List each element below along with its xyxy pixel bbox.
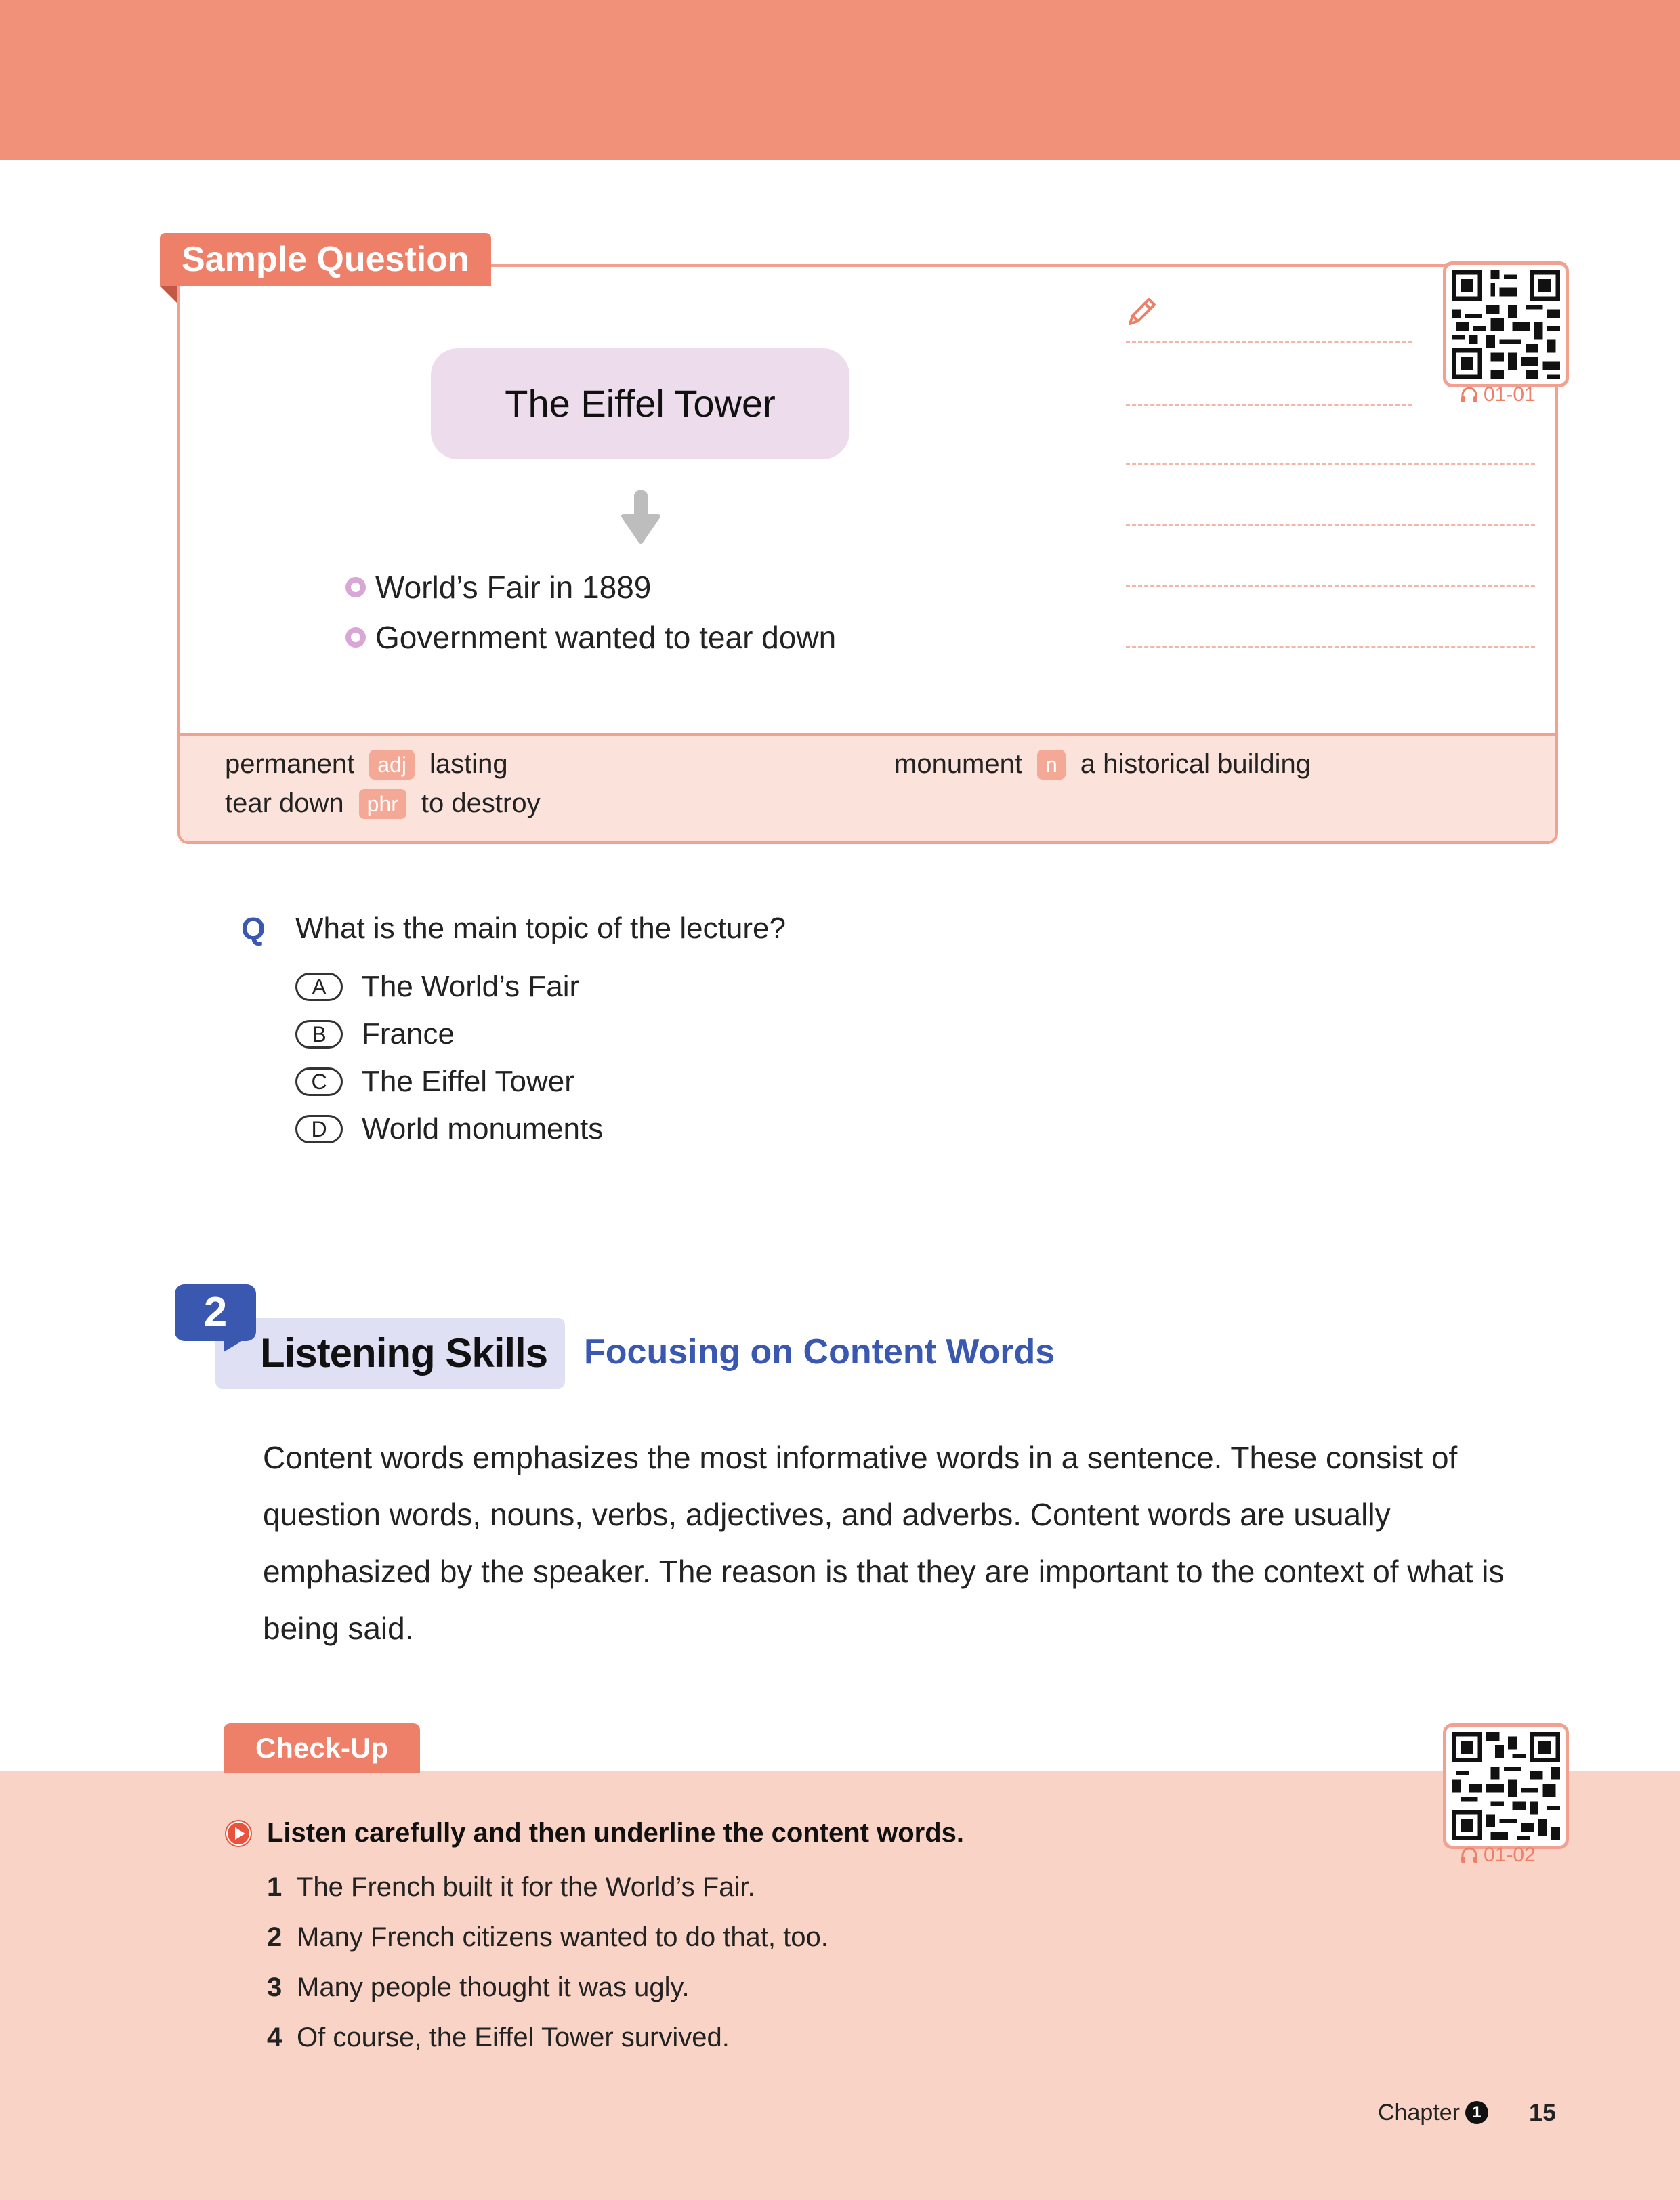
checkup-item: [267, 1972, 690, 2003]
option-text: The World’s Fair: [362, 970, 580, 1003]
section-label: Listening Skills: [215, 1318, 565, 1389]
item-number: 1: [267, 1872, 282, 1902]
tab-fold-decoration: [160, 286, 177, 303]
vocab-meaning: lasting: [429, 749, 508, 779]
option-letter-badge: C: [295, 1067, 343, 1096]
section-number-badge: 2: [175, 1284, 256, 1341]
down-arrow-icon: [621, 490, 661, 545]
bullet-text: World’s Fair in 1889: [375, 570, 652, 605]
option-letter-badge: D: [295, 1115, 343, 1143]
instruction-text: Listen carefully and then underline the content words.: [267, 1818, 965, 1848]
vocab-pos-badge: adj: [369, 750, 415, 780]
item-text: Of course, the Eiffel Tower survived.: [297, 2023, 730, 2052]
header-band: [0, 0, 1680, 160]
option-text: World monuments: [362, 1112, 604, 1145]
checkup-instruction: [224, 1818, 964, 1848]
topic-bubble: The Eiffel Tower: [431, 348, 849, 459]
vocabulary-panel: [180, 733, 1555, 841]
checkup-tab: Check-Up: [224, 1723, 420, 1773]
sample-question-tab: Sample Question: [160, 233, 491, 286]
vocab-entry: [225, 749, 508, 780]
vocab-pos-badge: phr: [359, 789, 406, 819]
vocab-word: permanent: [225, 749, 355, 779]
bullet-text: Government wanted to tear down: [375, 620, 837, 655]
section-title: Focusing on Content Words: [584, 1332, 1055, 1372]
sample-question-box: [177, 264, 1558, 844]
note-line: [1126, 646, 1535, 648]
note-line: [1126, 585, 1535, 587]
item-text: The French built it for the World’s Fair.: [297, 1872, 755, 1902]
vocab-entry: [225, 788, 541, 819]
note-line: [1126, 404, 1412, 406]
headphones-icon: [1459, 385, 1479, 405]
vocab-pos-badge: n: [1037, 750, 1066, 780]
item-text: Many French citizens wanted to do that, too.: [297, 1922, 828, 1952]
vocab-word: tear down: [225, 788, 344, 818]
audio-track-label: [1459, 1844, 1536, 1867]
answer-option[interactable]: [295, 1065, 574, 1099]
note-bullet: [345, 619, 836, 656]
item-number: 3: [267, 1972, 282, 2002]
answer-option[interactable]: [295, 1017, 455, 1051]
audio-track-label: [1459, 383, 1536, 406]
headphones-icon: [1459, 1845, 1479, 1865]
answer-option[interactable]: [295, 970, 579, 1004]
bullet-circle-icon: [345, 627, 366, 648]
badge-tail-decoration: [224, 1336, 251, 1352]
option-text: France: [362, 1017, 455, 1051]
option-text: The Eiffel Tower: [362, 1065, 574, 1098]
option-letter-badge: A: [295, 973, 343, 1001]
vocab-word: monument: [894, 749, 1022, 779]
item-number: 2: [267, 1922, 282, 1952]
note-bullet: [345, 569, 651, 606]
play-icon: [224, 1819, 253, 1848]
checkup-item: [267, 1922, 828, 1953]
question-text: What is the main topic of the lecture?: [295, 912, 786, 945]
option-letter-badge: B: [295, 1020, 343, 1049]
page-number: 15: [1528, 2098, 1557, 2126]
audio-track-number: 01-02: [1484, 1844, 1536, 1866]
page-footer: [1378, 2098, 1556, 2127]
checkup-item: [267, 2023, 730, 2053]
chapter-label: Chapter: [1378, 2099, 1460, 2125]
checkup-item: [267, 1872, 755, 1903]
note-line: [1126, 341, 1412, 343]
vocab-entry: [894, 749, 1311, 780]
qr-code-icon[interactable]: [1443, 261, 1569, 387]
note-line: [1126, 524, 1535, 526]
bullet-circle-icon: [345, 577, 366, 597]
question-marker: Q: [241, 911, 266, 946]
pencil-icon: [1123, 293, 1161, 331]
vocab-meaning: a historical building: [1080, 749, 1311, 779]
vocab-meaning: to destroy: [421, 788, 541, 818]
chapter-number-badge: 1: [1465, 2101, 1488, 2124]
answer-option[interactable]: [295, 1112, 603, 1146]
item-number: 4: [267, 2023, 282, 2052]
item-text: Many people thought it was ugly.: [297, 1972, 690, 2002]
note-line: [1126, 463, 1535, 465]
qr-code-icon[interactable]: [1443, 1723, 1569, 1849]
section-body-text: Content words emphasizes the most informative words in a sentence. These consist of question words, nouns, verbs, adjectives, and adverbs. Content words are usually emphasized by the speaker. The reason is that they are important to the context of what is being said.: [263, 1440, 1505, 1646]
audio-track-number: 01-01: [1484, 383, 1536, 406]
